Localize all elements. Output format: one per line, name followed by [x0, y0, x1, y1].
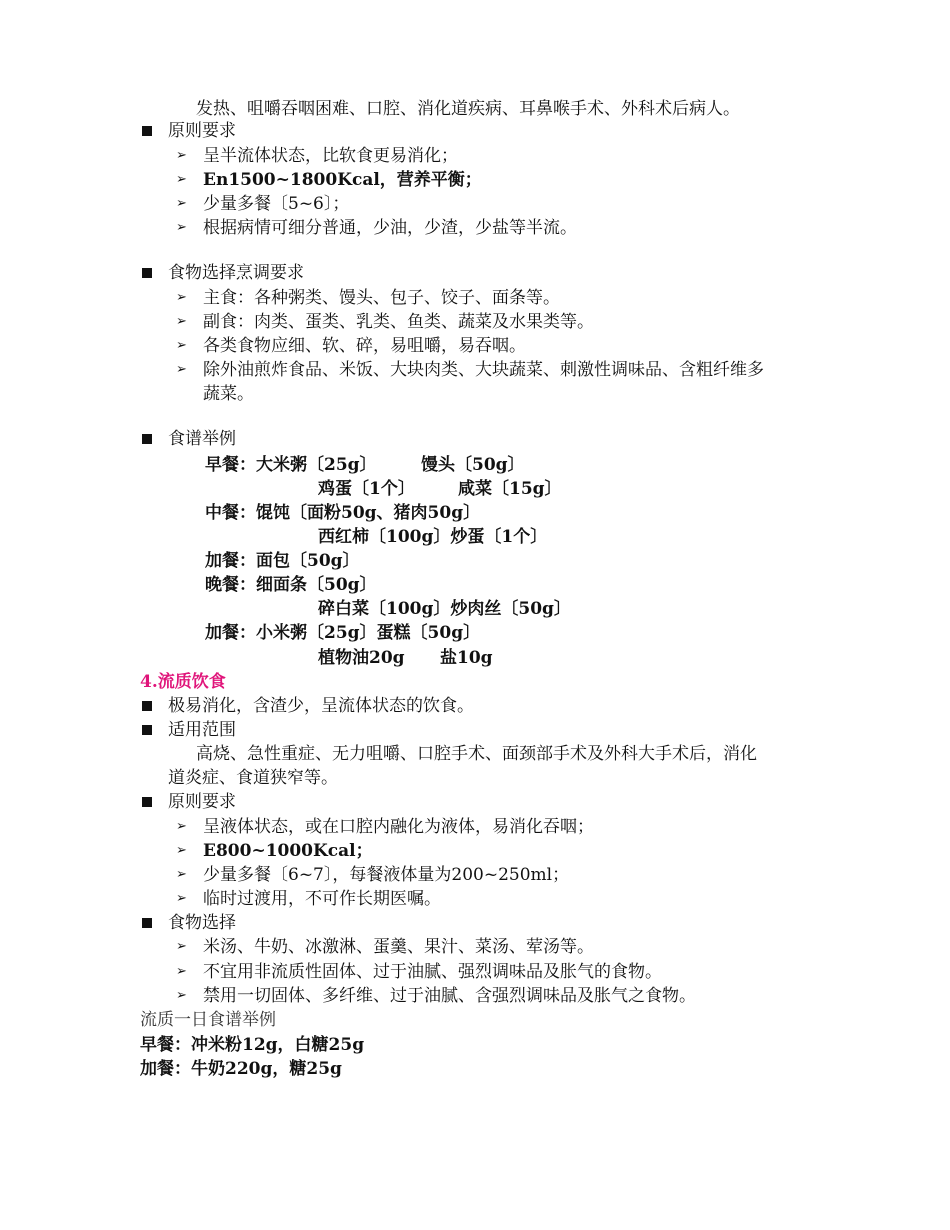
- menu-line: 碎白菜〔100g〕炒肉丝〔50g〕: [318, 599, 571, 619]
- arrow-bullet-icon: ➢: [176, 196, 187, 211]
- menu-line: 馒头〔50g〕: [421, 455, 525, 475]
- list-item: En1500~1800Kcal，营养平衡；: [203, 170, 482, 190]
- menu-line: 盐10g: [440, 648, 493, 668]
- arrow-bullet-icon: ➢: [176, 220, 187, 235]
- arrow-bullet-icon: ➢: [176, 988, 187, 1003]
- list-item: 禁用一切固体、多纤维、过于油腻、含强烈调味品及胀气之食物。: [203, 986, 696, 1006]
- heading-principles: 原则要求: [168, 121, 236, 141]
- arrow-bullet-icon: ➢: [176, 362, 187, 377]
- menu-line: 加餐：面包〔50g〕: [205, 551, 360, 571]
- menu-line: 植物油20g: [318, 648, 405, 668]
- arrow-bullet-icon: ➢: [176, 819, 187, 834]
- menu-line: 鸡蛋〔1个〕: [318, 479, 415, 499]
- arrow-bullet-icon: ➢: [176, 172, 187, 187]
- list-item: 不宜用非流质性固体、过于油腻、强烈调味品及胀气的食物。: [203, 962, 662, 982]
- menu-line: 中餐：馄饨〔面粉50g、猪肉50g〕: [205, 503, 481, 523]
- list-item-continuation: 蔬菜。: [203, 384, 254, 404]
- arrow-bullet-icon: ➢: [176, 843, 187, 858]
- arrow-bullet-icon: ➢: [176, 964, 187, 979]
- arrow-bullet-icon: ➢: [176, 891, 187, 906]
- text-line: 极易消化，含渣少，呈流体状态的饮食。: [168, 696, 474, 716]
- arrow-bullet-icon: ➢: [176, 290, 187, 305]
- heading-principles-liquid: 原则要求: [168, 792, 236, 812]
- arrow-bullet-icon: ➢: [176, 314, 187, 329]
- menu-example-title: 流质一日食谱举例: [140, 1010, 276, 1029]
- text-line: 发热、咀嚼吞咽困难、口腔、消化道疾病、耳鼻喉手术、外科术后病人。: [196, 99, 740, 119]
- menu-line: 早餐：大米粥〔25g〕: [205, 455, 377, 475]
- arrow-bullet-icon: ➢: [176, 148, 187, 163]
- square-bullet-icon: [142, 434, 152, 444]
- list-item: 除外油煎炸食品、米饭、大块肉类、大块蔬菜、刺激性调味品、含粗纤维多: [203, 360, 764, 380]
- square-bullet-icon: [142, 701, 152, 711]
- list-item: 副食：肉类、蛋类、乳类、鱼类、蔬菜及水果类等。: [203, 312, 594, 332]
- menu-line: 早餐：冲米粉12g，白糖25g: [140, 1035, 365, 1055]
- text-line: 高烧、急性重症、无力咀嚼、口腔手术、面颈部手术及外科大手术后，消化: [196, 744, 757, 764]
- list-item: 呈半流体状态，比软食更易消化；: [203, 146, 458, 166]
- arrow-bullet-icon: ➢: [176, 338, 187, 353]
- text-line: 道炎症、食道狭窄等。: [168, 768, 338, 788]
- arrow-bullet-icon: ➢: [176, 939, 187, 954]
- list-item: 各类食物应细、软、碎，易咀嚼，易吞咽。: [203, 336, 526, 356]
- menu-line: 晚餐：细面条〔50g〕: [205, 575, 377, 595]
- arrow-bullet-icon: ➢: [176, 867, 187, 882]
- section-title-liquid-diet: 4.流质饮食: [140, 672, 226, 692]
- list-item: E800~1000Kcal；: [203, 841, 373, 861]
- list-item: 根据病情可细分普通，少油，少渣，少盐等半流。: [203, 218, 577, 238]
- list-item: 主食：各种粥类、馒头、包子、饺子、面条等。: [203, 288, 560, 308]
- square-bullet-icon: [142, 918, 152, 928]
- list-item: 少量多餐〔5~6〕；: [203, 194, 350, 214]
- menu-line: 咸菜〔15g〕: [458, 479, 562, 499]
- list-item: 临时过渡用，不可作长期医嘱。: [203, 889, 441, 909]
- square-bullet-icon: [142, 725, 152, 735]
- menu-line: 西红柿〔100g〕炒蛋〔1个〕: [318, 527, 548, 547]
- square-bullet-icon: [142, 797, 152, 807]
- menu-line: 加餐：牛奶220g，糖25g: [140, 1059, 342, 1079]
- square-bullet-icon: [142, 268, 152, 278]
- list-item: 呈液体状态，或在口腔内融化为液体，易消化吞咽；: [203, 817, 594, 837]
- square-bullet-icon: [142, 126, 152, 136]
- heading-food-choice: 食物选择: [168, 913, 236, 933]
- heading-scope: 适用范围: [168, 720, 236, 740]
- menu-line: 加餐：小米粥〔25g〕蛋糕〔50g〕: [205, 623, 481, 643]
- list-item: 米汤、牛奶、冰激淋、蛋羹、果汁、菜汤、荤汤等。: [203, 937, 594, 957]
- heading-food-selection: 食物选择烹调要求: [168, 263, 304, 283]
- list-item: 少量多餐〔6~7〕，每餐液体量为200~250ml；: [203, 865, 570, 885]
- heading-menu-example: 食谱举例: [168, 429, 236, 449]
